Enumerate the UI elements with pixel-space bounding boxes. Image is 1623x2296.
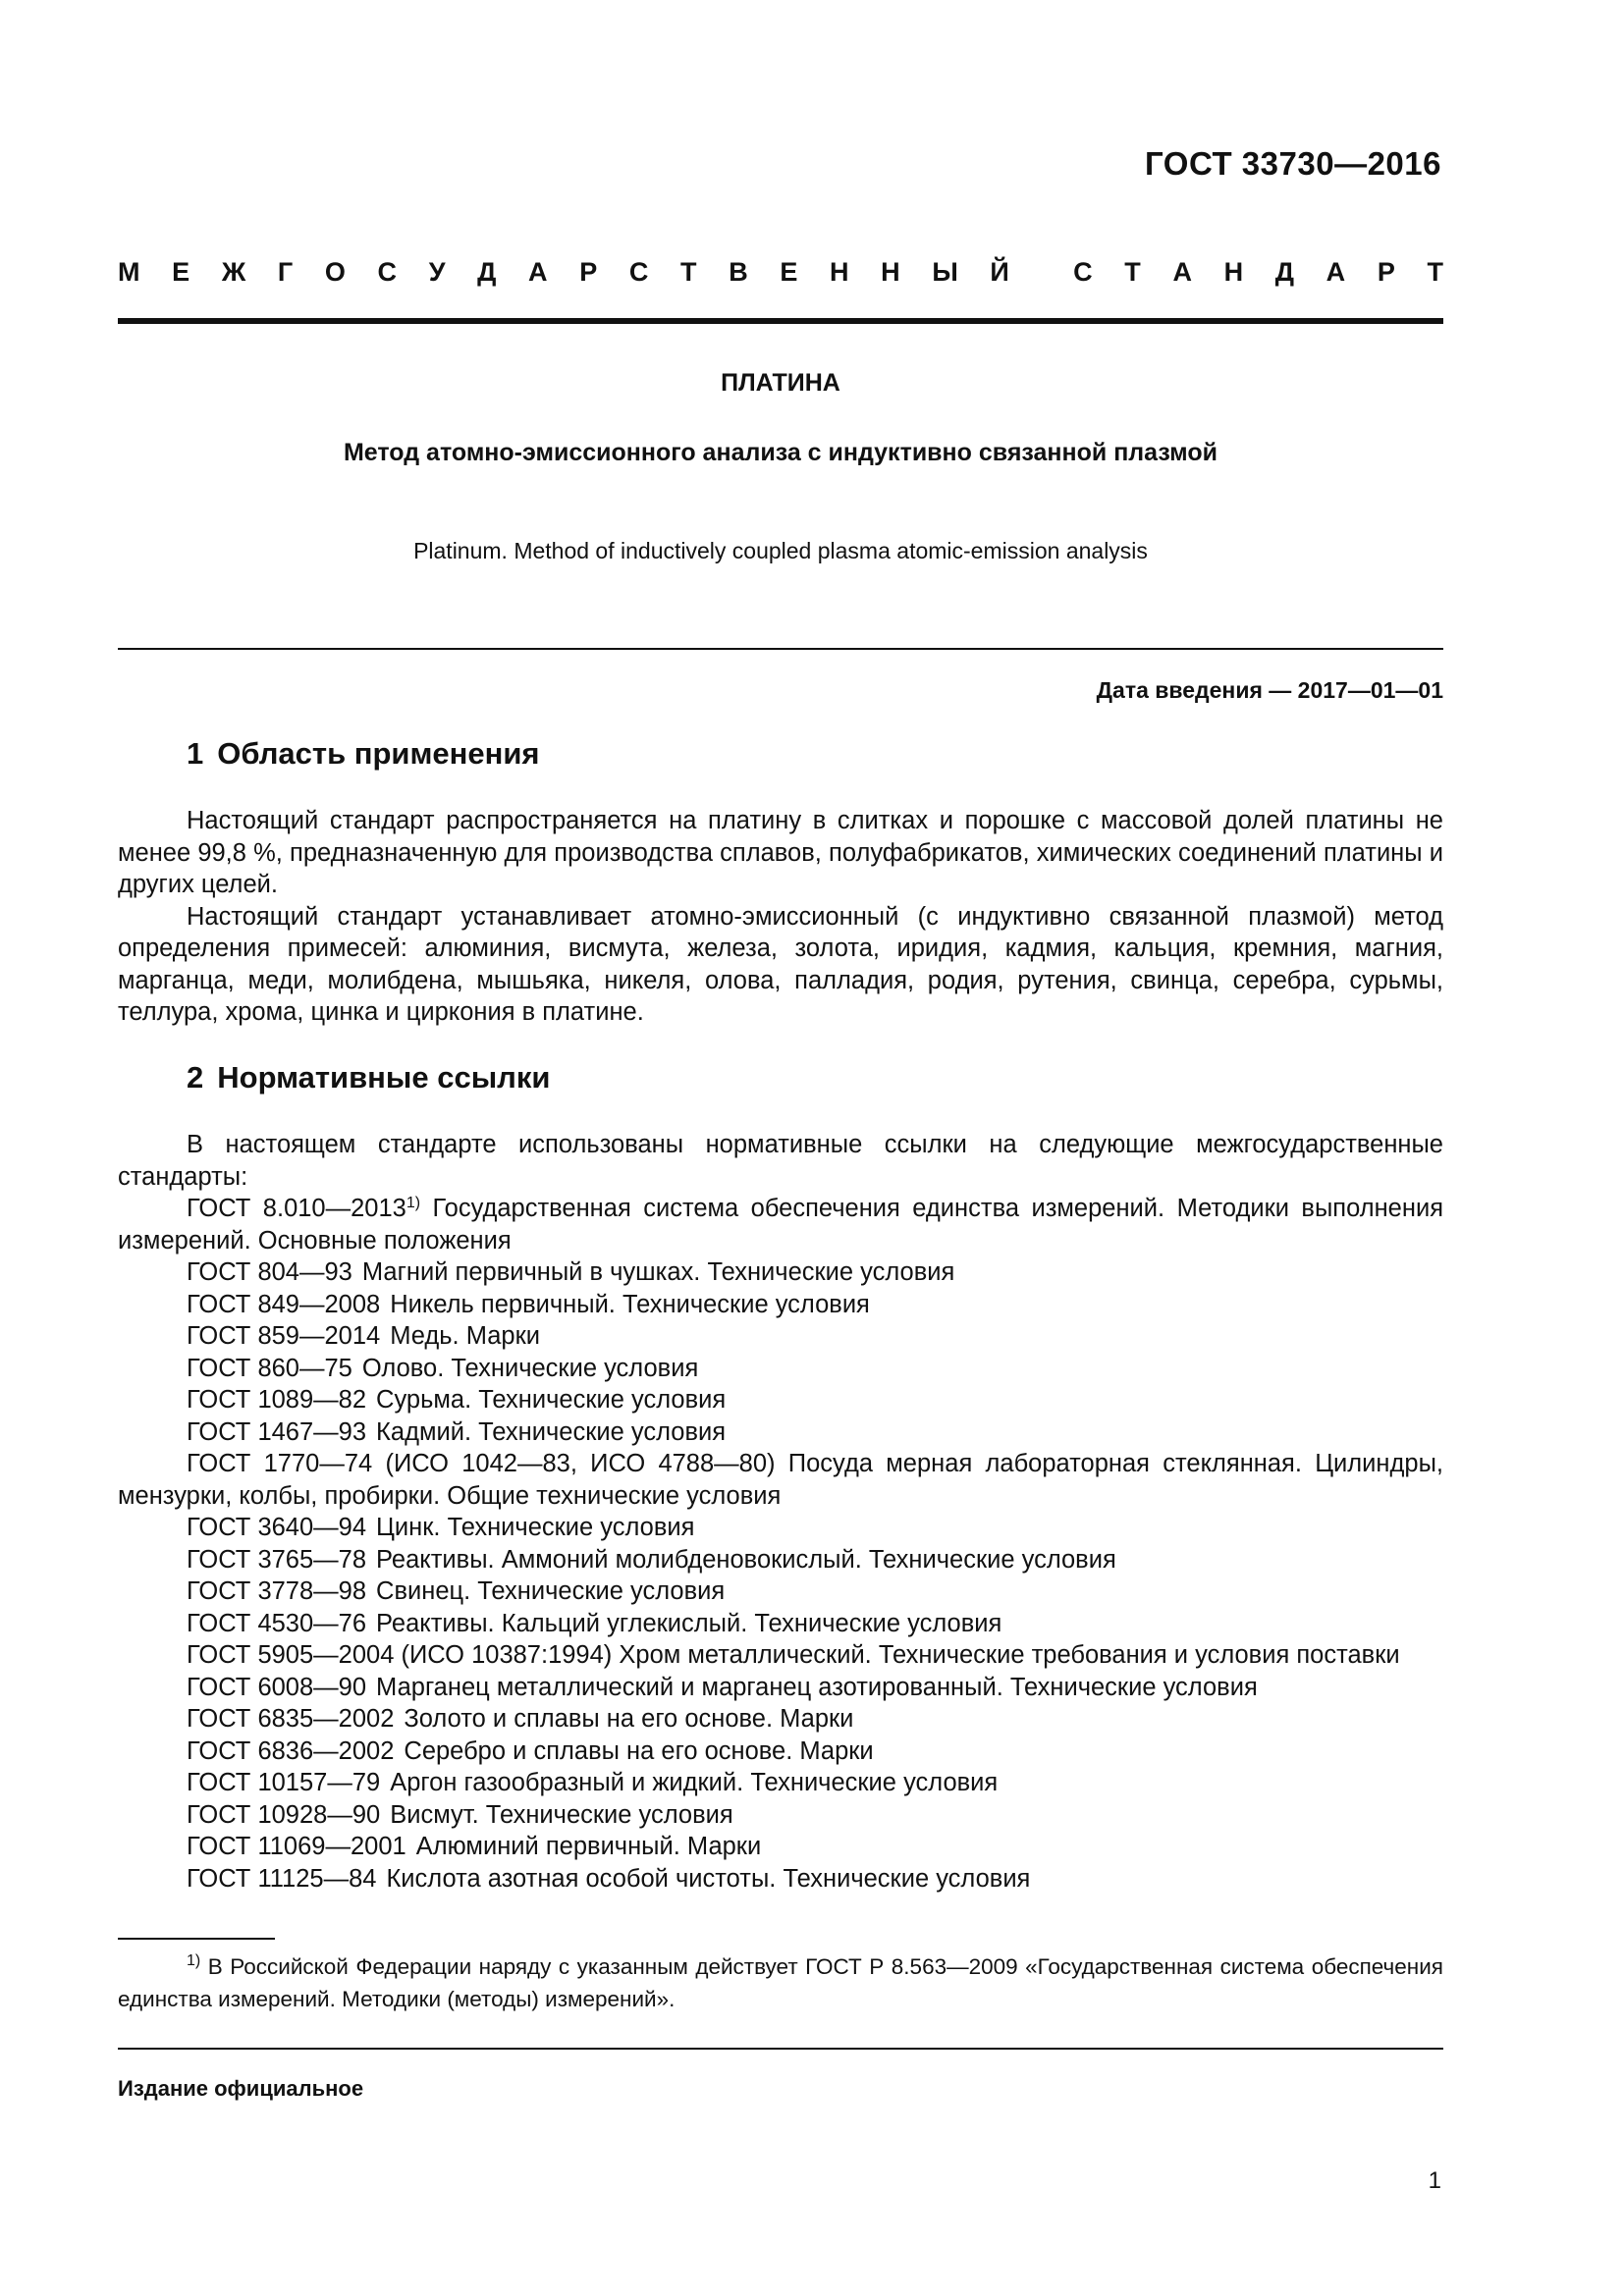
standard-type-letter: А xyxy=(1172,257,1192,287)
standard-type-letter: А xyxy=(528,257,548,287)
reference-code: ГОСТ 3640—94 xyxy=(187,1514,367,1541)
normative-references xyxy=(118,1129,1443,1895)
reference-item xyxy=(118,1672,1443,1704)
reference-title: Хром металлический. Технические требования и условия поставки xyxy=(619,1641,1400,1669)
paragraph: В настоящем стандарте использованы нормативные ссылки на следующие межгосударственные стандарты: xyxy=(118,1131,1443,1191)
reference-item xyxy=(118,1193,1443,1256)
footnote-separator xyxy=(118,1938,275,1940)
reference-item xyxy=(118,1353,1443,1385)
footnote-text-line xyxy=(118,1951,1443,2015)
reference-item xyxy=(118,1863,1443,1896)
reference-title: Посуда мерная лабораторная стеклянная. Цилиндры, мензурки, колбы, пробирки. Общие технические условия xyxy=(118,1450,1443,1510)
reference-item xyxy=(118,1703,1443,1735)
reference-item xyxy=(118,1384,1443,1416)
reference-item xyxy=(118,1416,1443,1449)
reference-item xyxy=(118,1799,1443,1832)
reference-item xyxy=(118,1831,1443,1863)
footnote xyxy=(118,1951,1443,2015)
reference-title: Медь. Марки xyxy=(390,1322,540,1350)
footnote-text: В Российской Федерации наряду с указанным действует ГОСТ Р 8.563—2009 «Государственная система обеспечения единства измерений. Методики (методы) измерений». xyxy=(118,1954,1443,2011)
reference-code: ГОСТ 1089—82 xyxy=(187,1386,367,1414)
standard-type-letter: Г xyxy=(277,257,294,287)
header-divider-thick xyxy=(118,318,1443,324)
reference-title: Серебро и сплавы на его основе. Марки xyxy=(404,1736,874,1765)
reference-code: ГОСТ 10157—79 xyxy=(187,1769,381,1796)
title-divider xyxy=(118,648,1443,650)
section-title: Нормативные ссылки xyxy=(217,1060,551,1095)
reference-code: ГОСТ 3765—78 xyxy=(187,1545,367,1574)
standard-type-letter: С xyxy=(1073,257,1093,287)
official-edition-label: Издание официальное xyxy=(118,2076,364,2101)
reference-code: ГОСТ 1770—74 (ИСО 1042—83, ИСО 4788—80) xyxy=(187,1450,776,1477)
reference-code: ГОСТ 4530—76 xyxy=(187,1609,367,1637)
reference-title: Висмут. Технические условия xyxy=(390,1800,733,1829)
reference-title: Кадмий. Технические условия xyxy=(376,1417,727,1446)
reference-title: Марганец металлический и марганец азотированный. Технические условия xyxy=(376,1673,1258,1701)
reference-code: ГОСТ 6835—2002 xyxy=(187,1705,395,1733)
reference-title: Алюминий первичный. Марки xyxy=(415,1833,762,1860)
standard-type-letter: Т xyxy=(1124,257,1141,287)
reference-title: Цинк. Технические условия xyxy=(376,1514,695,1541)
standard-type-letter: Е xyxy=(780,257,798,287)
standard-type-letter: О xyxy=(324,257,346,287)
reference-item xyxy=(118,1544,1443,1576)
reference-title: Олово. Технические условия xyxy=(361,1354,699,1382)
standard-type-letter: С xyxy=(377,257,398,287)
paragraph: Настоящий стандарт устанавливает атомно-эмиссионный (с индуктивно связанной плазмой) метод определения примесей: алюминия, висмута, железа, золота, иридия, кадмия, кальция, кремния, магния, марганца, меди, молибдена, мышьяка, никеля, олова, палладия, родия, рутения, свинца, серебра, сурьмы, теллура, хрома, цинка и циркония в платине. xyxy=(118,902,1443,1026)
reference-code: ГОСТ 3778—98 xyxy=(187,1577,367,1605)
reference-title: Сурьма. Технические условия xyxy=(376,1386,727,1414)
standard-type-letter: Ы xyxy=(932,257,958,287)
reference-title: Золото и сплавы на его основе. Марки xyxy=(404,1705,854,1733)
document-title: ПЛАТИНА xyxy=(721,369,840,397)
reference-code: ГОСТ 10928—90 xyxy=(187,1800,381,1829)
page-number: 1 xyxy=(1428,2167,1441,2194)
standard-type-letter: С xyxy=(628,257,649,287)
reference-code: ГОСТ 6836—2002 xyxy=(187,1736,395,1765)
footnote-marker: 1) xyxy=(406,1195,421,1211)
reference-code: ГОСТ 859—2014 xyxy=(187,1322,381,1350)
section-number: 2 xyxy=(187,1060,204,1095)
reference-title: Магний первичный в чушках. Технические условия xyxy=(361,1258,955,1286)
reference-code: ГОСТ 8.010—2013 xyxy=(187,1195,406,1222)
standard-type-letter: Р xyxy=(579,257,598,287)
section-1-body xyxy=(118,805,1443,1029)
reference-title: Свинец. Технические условия xyxy=(376,1577,726,1605)
standard-type-letter: Н xyxy=(1223,257,1244,287)
section-1-heading xyxy=(187,736,540,772)
reference-code: ГОСТ 804—93 xyxy=(187,1258,352,1286)
standard-type-letter: У xyxy=(428,257,446,287)
reference-item xyxy=(118,1767,1443,1799)
standard-type-letter: А xyxy=(1325,257,1346,287)
reference-item xyxy=(118,1256,1443,1289)
section-2-heading xyxy=(187,1060,550,1095)
reference-code: ГОСТ 1467—93 xyxy=(187,1417,367,1446)
section-title: Область применения xyxy=(217,736,540,771)
paragraph: Настоящий стандарт распространяется на платину в слитках и порошке с массовой долей платины не менее 99,8 %, предназначенную для производства сплавов, полуфабрикатов, химических соединений платины и других целей. xyxy=(118,807,1443,898)
standard-type-letter: Д xyxy=(477,257,497,287)
reference-item xyxy=(118,1289,1443,1321)
standard-type-letter: Т xyxy=(680,257,697,287)
standard-type-letter: Н xyxy=(881,257,900,287)
reference-item xyxy=(118,1512,1443,1544)
intro-date: Дата введения — 2017—01—01 xyxy=(1096,677,1443,703)
standard-type-letter: Ж xyxy=(221,257,246,287)
standard-type-letter: Н xyxy=(830,257,849,287)
english-title: Platinum. Method of inductively coupled plasma atomic-emission analysis xyxy=(413,538,1148,563)
section-number: 1 xyxy=(187,736,204,771)
reference-title: Реактивы. Аммоний молибденовокислый. Технические условия xyxy=(376,1545,1116,1574)
reference-item xyxy=(118,1448,1443,1512)
reference-item xyxy=(118,1639,1443,1672)
standard-type-letter: Т xyxy=(1427,257,1443,287)
reference-item xyxy=(118,1320,1443,1353)
reference-item xyxy=(118,1575,1443,1608)
reference-title: Кислота азотная особой чистоты. Технические условия xyxy=(386,1864,1031,1893)
standard-type-letter: М xyxy=(118,257,140,287)
reference-title: Аргон газообразный и жидкий. Технические условия xyxy=(390,1769,999,1796)
reference-code: ГОСТ 5905—2004 (ИСО 10387:1994) xyxy=(187,1641,613,1669)
document-number: ГОСТ 33730—2016 xyxy=(1145,145,1441,182)
reference-code: ГОСТ 11069—2001 xyxy=(187,1833,406,1860)
reference-title: Реактивы. Кальций углекислый. Технические условия xyxy=(376,1609,1002,1637)
standard-type-letter: Д xyxy=(1274,257,1295,287)
reference-code: ГОСТ 860—75 xyxy=(187,1354,352,1382)
standard-type-letter: В xyxy=(729,257,748,287)
footer-divider xyxy=(118,2048,1443,2050)
reference-item xyxy=(118,1608,1443,1640)
reference-code: ГОСТ 849—2008 xyxy=(187,1290,381,1318)
reference-item xyxy=(118,1735,1443,1768)
standard-type-letter: Й xyxy=(990,257,1009,287)
standard-type-heading xyxy=(118,257,1443,288)
reference-code: ГОСТ 6008—90 xyxy=(187,1673,367,1701)
standard-type-letter: Р xyxy=(1377,257,1395,287)
footnote-marker: 1) xyxy=(187,1952,201,1969)
reference-title: Никель первичный. Технические условия xyxy=(390,1290,870,1318)
document-subtitle: Метод атомно-эмиссионного анализа с индуктивно связанной плазмой xyxy=(343,439,1217,466)
standard-type-letter: Е xyxy=(172,257,190,287)
reference-title: Государственная система обеспечения единства измерений. Методики выполнения измерений. Основные положения xyxy=(118,1195,1444,1255)
reference-code: ГОСТ 11125—84 xyxy=(187,1864,377,1893)
